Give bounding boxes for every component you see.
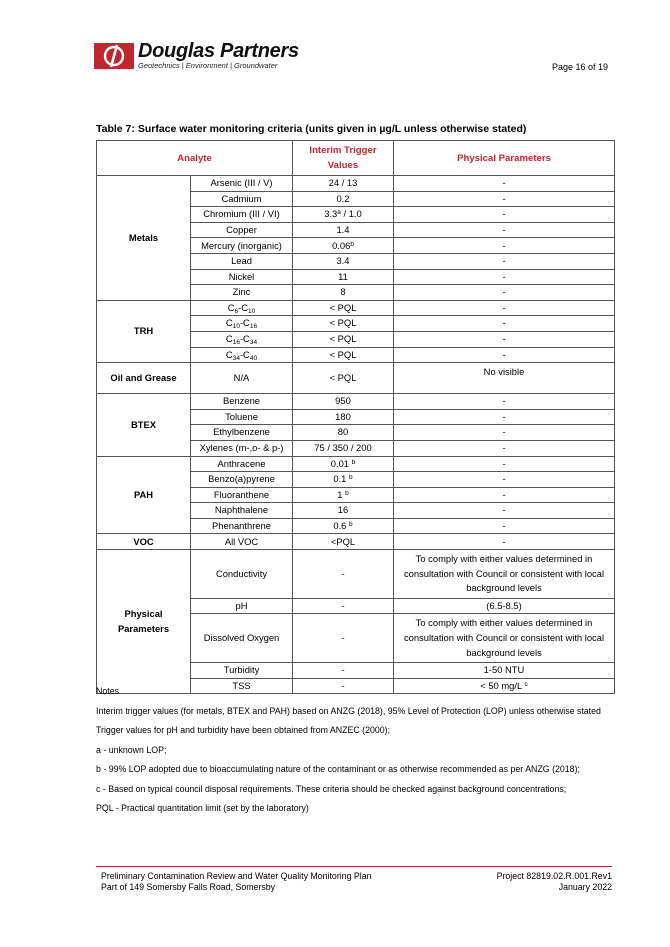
- physical-cell: No visible: [394, 363, 615, 394]
- trigger-cell: 0.2: [293, 191, 394, 207]
- trigger-cell: 11: [293, 269, 394, 285]
- header-physical: Physical Parameters: [394, 141, 615, 176]
- analyte-cell: Turbidity: [191, 663, 293, 679]
- trigger-cell: 16: [293, 503, 394, 519]
- physical-cell: -: [394, 331, 615, 347]
- table-header-row: [97, 141, 615, 176]
- analyte-cell: N/A: [191, 363, 293, 394]
- trigger-cell: 0.6 $^b$: [293, 518, 394, 534]
- note-item: PQL - Practical quantitation limit (set by the laboratory): [96, 803, 309, 813]
- footer-site-address: Part of 149 Somersby Falls Road, Somersby: [101, 882, 276, 892]
- trigger-cell: 80: [293, 425, 394, 441]
- trigger-cell: 0.06$^b$: [293, 238, 394, 254]
- analyte-cell: Xylenes (m-,o- & p-): [191, 440, 293, 456]
- trigger-cell: -: [293, 598, 394, 614]
- trigger-cell: < PQL: [293, 316, 394, 332]
- trigger-cell: < PQL: [293, 363, 394, 394]
- physical-cell: -: [394, 176, 615, 192]
- analyte-cell: All VOC: [191, 534, 293, 550]
- footer-left: [101, 871, 372, 893]
- physical-cell: -: [394, 238, 615, 254]
- analyte-cell: Mercury (inorganic): [191, 238, 293, 254]
- trigger-cell: < PQL: [293, 300, 394, 316]
- trigger-cell: -: [293, 678, 394, 694]
- table-row: [97, 550, 615, 599]
- physical-cell: -: [394, 269, 615, 285]
- analyte-cell: Naphthalene: [191, 503, 293, 519]
- analyte-cell: Fluoranthene: [191, 487, 293, 503]
- analyte-cell: $C_6-C_{10}$: [191, 300, 293, 316]
- analyte-cell: Phenanthrene: [191, 518, 293, 534]
- trigger-cell: -: [293, 550, 394, 599]
- analyte-cell: TSS: [191, 678, 293, 694]
- table-row: [97, 456, 615, 472]
- notes-heading: Notes: [96, 686, 119, 696]
- analyte-cell: Ethylbenzene: [191, 425, 293, 441]
- trigger-cell: 0.01 $^b$: [293, 456, 394, 472]
- trigger-cell: 180: [293, 409, 394, 425]
- trigger-cell: 24 / 13: [293, 176, 394, 192]
- physical-cell: -: [394, 518, 615, 534]
- page-number: Page 16 of 19: [551, 62, 608, 72]
- group-physical: Physical Parameters: [97, 550, 191, 694]
- notes-section: [96, 686, 606, 823]
- company-logo: [94, 40, 314, 73]
- table-row: [97, 176, 615, 192]
- physical-cell: -: [394, 456, 615, 472]
- trigger-cell: 8: [293, 285, 394, 301]
- physical-cell: 1-50 NTU: [394, 663, 615, 679]
- physical-cell: -: [394, 503, 615, 519]
- analyte-cell: Nickel: [191, 269, 293, 285]
- footer-date: January 2022: [558, 882, 612, 892]
- analyte-cell: Chromium (III / VI): [191, 207, 293, 223]
- trigger-cell: 3.4: [293, 253, 394, 269]
- trigger-cell: 950: [293, 394, 394, 410]
- group-btex: BTEX: [97, 394, 191, 456]
- physical-cell: -: [394, 253, 615, 269]
- logo-tagline: Geotechnics | Environment | Groundwater: [138, 61, 278, 70]
- trigger-cell: 75 / 350 / 200: [293, 440, 394, 456]
- analyte-cell: $C_{16}-C_{34}$: [191, 331, 293, 347]
- footer-report-title: Preliminary Contamination Review and Water Quality Monitoring Plan: [101, 871, 372, 881]
- analyte-cell: Benzo(a)pyrene: [191, 472, 293, 488]
- physical-cell: -: [394, 222, 615, 238]
- analyte-cell: Benzene: [191, 394, 293, 410]
- trigger-cell: -: [293, 614, 394, 663]
- trigger-cell: 1 $^b$: [293, 487, 394, 503]
- group-oil: Oil and Grease: [97, 363, 191, 394]
- physical-cell: (6.5-8.5): [394, 598, 615, 614]
- trigger-cell: 3.3$^a$ / 1.0: [293, 207, 394, 223]
- table-title: Table 7: Surface water monitoring criteria (units given in µg/L unless otherwise stated): [96, 123, 527, 135]
- analyte-cell: Lead: [191, 253, 293, 269]
- trigger-cell: < PQL: [293, 347, 394, 363]
- physical-cell: -: [394, 191, 615, 207]
- table-row: [97, 363, 615, 394]
- physical-cell: -: [394, 472, 615, 488]
- note-item: c - Based on typical council disposal requirements. These criteria should be checked against background concentrations;: [96, 783, 567, 794]
- analyte-cell: Copper: [191, 222, 293, 238]
- physical-cell: -: [394, 534, 615, 550]
- analyte-cell: $C_{10}-C_{16}$: [191, 316, 293, 332]
- physical-cell: -: [394, 394, 615, 410]
- note-item: b - 99% LOP adopted due to bioaccumulating nature of the contaminant or as otherwise recommended as per ANZG (2018);: [96, 764, 580, 774]
- logo-mark-icon: [94, 43, 134, 69]
- analyte-cell: pH: [191, 598, 293, 614]
- physical-cell: -: [394, 440, 615, 456]
- analyte-cell: Arsenic (III / V): [191, 176, 293, 192]
- physical-cell: -: [394, 425, 615, 441]
- criteria-table: [96, 140, 615, 694]
- analyte-cell: Cadmium: [191, 191, 293, 207]
- physical-cell: To comply with either values determined in consultation with Council or consistent with local background levels: [394, 614, 615, 663]
- group-metals: Metals: [97, 176, 191, 301]
- group-trh: TRH: [97, 300, 191, 362]
- physical-cell: -: [394, 347, 615, 363]
- trigger-cell: 1.4: [293, 222, 394, 238]
- physical-cell: -: [394, 316, 615, 332]
- trigger-cell: <PQL: [293, 534, 394, 550]
- analyte-cell: Anthracene: [191, 456, 293, 472]
- trigger-cell: 0.1 $^b$: [293, 472, 394, 488]
- table-row: [97, 394, 615, 410]
- group-voc: VOC: [97, 534, 191, 550]
- note-item: Trigger values for pH and turbidity have been obtained from ANZEC (2000);: [96, 725, 391, 735]
- note-item: a - unknown LOP;: [96, 744, 167, 755]
- footer-right: [497, 871, 612, 893]
- logo-name: Douglas Partners: [138, 40, 299, 62]
- group-pah: PAH: [97, 456, 191, 534]
- physical-cell: -: [394, 207, 615, 223]
- footer-divider: [96, 866, 612, 867]
- analyte-cell: Dissolved Oxygen: [191, 614, 293, 663]
- header-analyte: Analyte: [97, 141, 293, 176]
- physical-cell: -: [394, 285, 615, 301]
- physical-cell: -: [394, 409, 615, 425]
- analyte-cell: $C_{34}-C_{40}$: [191, 347, 293, 363]
- header-trigger: Interim Trigger Values: [293, 141, 394, 176]
- analyte-cell: Toluene: [191, 409, 293, 425]
- footer-project-number: Project 82819.02.R.001.Rev1: [496, 871, 612, 881]
- trigger-cell: < PQL: [293, 331, 394, 347]
- analyte-cell: Conductivity: [191, 550, 293, 599]
- physical-cell: -: [394, 300, 615, 316]
- analyte-cell: Zinc: [191, 285, 293, 301]
- trigger-cell: -: [293, 663, 394, 679]
- table-row: [97, 534, 615, 550]
- table-row: [97, 300, 615, 316]
- physical-cell: To comply with either values determined in consultation with Council or consistent with local background levels: [394, 550, 615, 599]
- note-item: Interim trigger values (for metals, BTEX and PAH) based on ANZG (2018), 95% Level of Protection (LOP) unless otherwise stated: [96, 705, 601, 716]
- physical-cell: < 50 mg/L $^c$: [394, 678, 615, 694]
- physical-cell: -: [394, 487, 615, 503]
